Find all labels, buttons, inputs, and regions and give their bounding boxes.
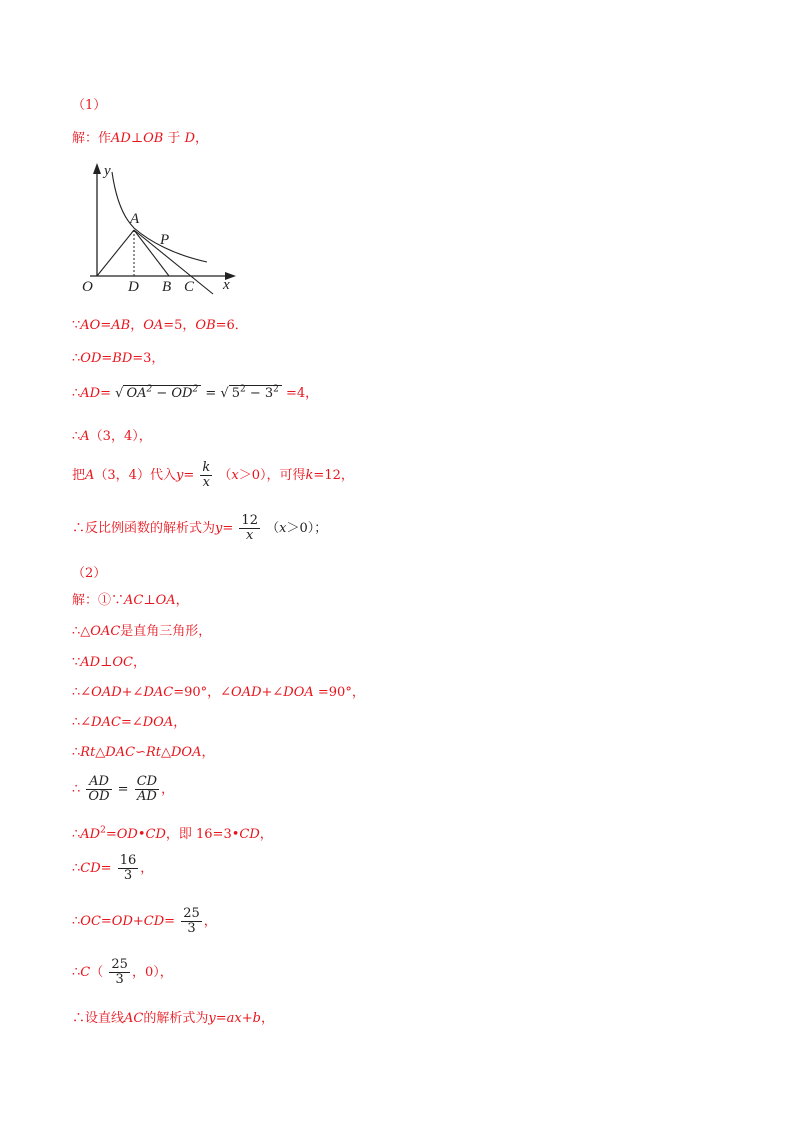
fraction-cd-over-ad: $\frac{CD}{AD}$ — [136, 774, 158, 804]
label-x: x — [223, 277, 230, 293]
step-substitute: 把A（3，4）代入y= $\frac{k}{x}$ （x＞0），可得k=12， — [72, 460, 354, 490]
fraction-k-over-x: $\frac{k}{x}$ — [202, 460, 211, 490]
step-cd-value: ∴CD= $\frac{16}{3}$ ， — [72, 853, 154, 883]
fraction-ad-over-od: $\frac{AD}{OD}$ — [88, 774, 110, 804]
segment-AC — [134, 230, 213, 294]
fraction-16-over-3: $\frac{16}{3}$ — [119, 853, 137, 883]
segment-OA — [97, 230, 134, 276]
step-angle-sums: ∴∠OAD+∠DAC=90°，∠OAD+∠DOA =90°， — [72, 685, 365, 700]
fraction-25-over-3-c: $\frac{25}{3}$ — [111, 957, 128, 987]
y-axis-arrow — [93, 163, 101, 174]
sqrt-expression-1: √ $OA^2 - OD^2$ — [115, 385, 201, 403]
step-similar-triangles: ∴Rt△DAC∽Rt△DOA， — [72, 745, 215, 760]
step-ac-perp-oa: 解：①∵AC⊥OA， — [72, 593, 189, 608]
step-ao-ab: ∵AO=AB，OA=5，OB=6． — [72, 318, 248, 333]
label-y: y — [104, 163, 111, 179]
step-od-bd: ∴OD=BD=3， — [72, 351, 165, 366]
step-right-triangle: ∴△OAC是直角三角形， — [72, 624, 212, 639]
step-point-c: ∴C（ $\frac{25}{3}$ ，0）， — [72, 957, 173, 987]
label-C: C — [184, 279, 195, 295]
step-ad-sqrt: ∴AD= √ $OA^2 - OD^2$ = √ $5^2 - 3^2 =4$， — [72, 384, 319, 401]
step-oc-value: ∴OC=OD+CD= $\frac{25}{3}$ ， — [72, 906, 217, 936]
step-ad-perp-oc: ∵AD⊥OC， — [72, 655, 146, 670]
geometry-figure — [80, 160, 240, 300]
sqrt-expression-2: √ $5^2 - 3^2$ — [220, 385, 281, 403]
part-1-label: （1） — [72, 98, 107, 113]
step-ratio: ∴ $\frac{AD}{OD}$ = $\frac{CD}{AD}$ ， — [72, 774, 175, 804]
step-product: $\therefore AD^2=OD•CD$，即 16=3•CD， — [72, 825, 273, 842]
label-O: O — [82, 279, 93, 295]
fraction-12-over-x: $\frac{12}{x}$ — [241, 513, 258, 543]
step-line-ac: ∴设直线AC的解析式为y=ax+b， — [72, 1011, 274, 1026]
label-P: P — [160, 232, 170, 248]
step-function-result: ∴反比例函数的解析式为y= $\frac{12}{x}$ （x＞0）； — [72, 513, 328, 543]
part-2-label: （2） — [72, 566, 107, 581]
fraction-25-over-3: $\frac{25}{3}$ — [183, 906, 200, 936]
hyperbola-curve — [112, 172, 207, 262]
label-A: A — [130, 211, 140, 227]
solution-1-intro: 解：作AD⊥OB 于 D， — [72, 131, 209, 146]
label-B: B — [162, 279, 172, 295]
label-D: D — [128, 279, 139, 295]
step-point-a: ∴A（3，4）， — [72, 429, 152, 444]
step-angle-equal: ∴∠DAC=∠DOA， — [72, 715, 187, 730]
